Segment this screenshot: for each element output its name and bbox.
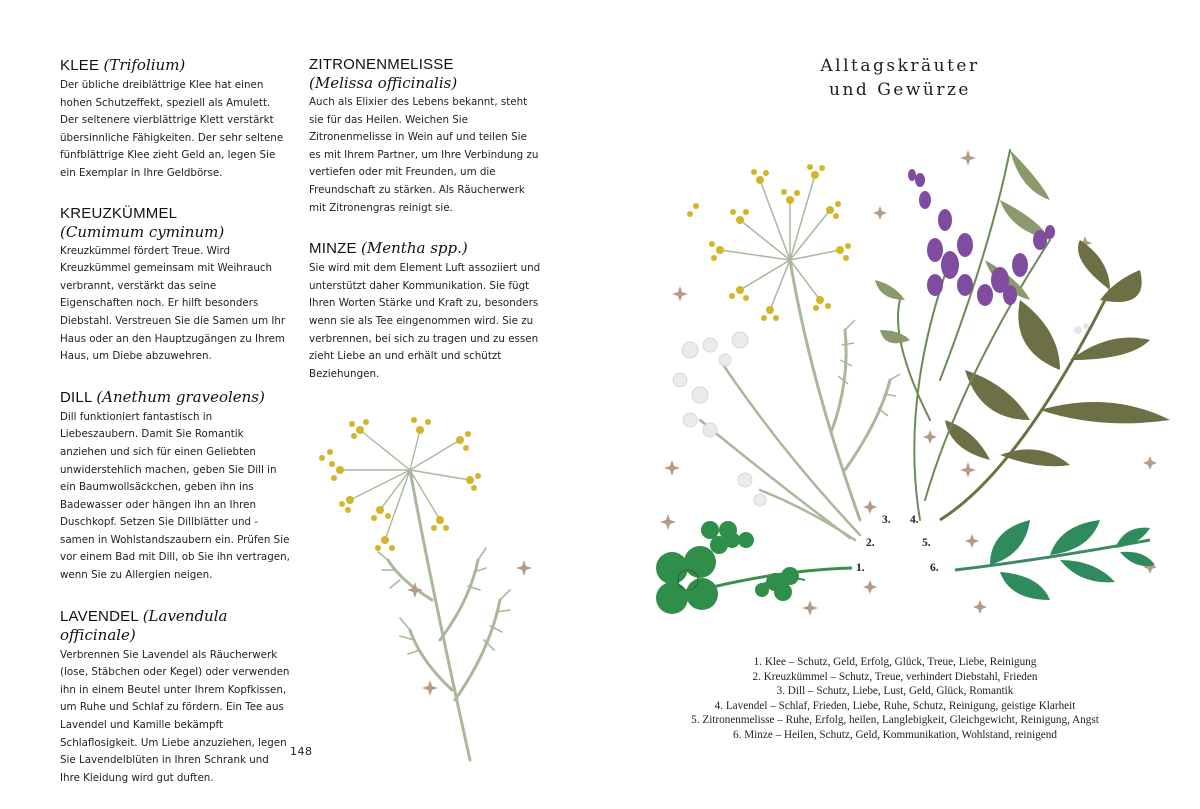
dill-plant [687, 164, 900, 520]
plant-number-5: 5. [922, 537, 931, 549]
entry-heading: ZITRONENMELISSE (Melissa officinalis) [309, 56, 458, 92]
legend-item: 2. Kreuzkümmel – Schutz, Treue, verhindert Diebstahl, Frieden [752, 670, 1038, 683]
plant-number-4: 4. [910, 514, 919, 526]
plant-number-3: 3. [882, 514, 891, 526]
plant-number-2: 2. [866, 537, 875, 549]
left-page [0, 0, 600, 788]
legend [650, 655, 1140, 743]
legend-item: 4. Lavendel – Schlaf, Frieden, Liebe, Ruhe, Schutz, Reinigung, geistige Klarheit [714, 699, 1076, 712]
dill-illustration [0, 0, 600, 788]
entry-heading: LAVENDEL (Lavendula officinale) [60, 606, 228, 644]
entry-text: Dill funktioniert fantastisch in Liebeszaubern. Damit Sie Romantik anziehen und sich für einen Geliebten unwiderstehlich machen, geben Sie Dill in ein Baumwollsäckchen, geben ihn ins Badewasser oder hängen ihn an Ihren Duschkopf. Setzen Sie Dillblätter und -samen in Wohlstandszaubern ein. Prüfen Sie vor einem Bad mit Dill, ob Sie ihn vertragen, wenn Sie zu Allergien neigen. [60, 410, 290, 582]
entry-heading: MINZE (Mentha spp.) [309, 239, 468, 258]
entry-text: Verbrennen Sie Lavendel als Räucherwerk (lose, Stäbchen oder Kegel) oder verwenden ihn in einem Beutel unter Ihrem Kopfkissen, um Ruhe und Schlaf zu fördern. Ein Tee aus Lavendel und Kamille bekämpft Schlaflosigkeit. Um Liebe anzuziehen, legen Sie Lavendelblüten in Ihren Schrank und Ihre Kleidung wird gut duften. [60, 648, 290, 784]
entry-text: Kreuzkümmel fördert Treue. Wird Kreuzkümmel gemeinsam mit Weihrauch verbrannt, verstärkt das seine Eigenschaften noch. Er hilft besonders Diebstahl. Verstreuen Sie die Samen um Ihr Haus oder an den Hauptzugängen zu Ihrem Haus, um Diebe abzuwehren. [60, 244, 286, 363]
plant-number-1: 1. [856, 562, 865, 574]
entry-heading: KREUZKÜMMEL (Cumimum cyminum) [60, 204, 225, 241]
page-title: Alltagskräuter und Gewürze [820, 56, 980, 100]
legend-item: 3. Dill – Schutz, Liebe, Lust, Geld, Glück, Romantik [776, 685, 1014, 698]
entry-heading: DILL (Anethum graveolens) [60, 387, 265, 406]
clover-plant [656, 521, 852, 614]
legend-item: 1. Klee – Schutz, Geld, Erfolg, Glück, Treue, Liebe, Reinigung [753, 656, 1037, 668]
page-number: 148 [290, 745, 313, 758]
entry-heading: KLEE (Trifolium) [60, 56, 186, 74]
entry-text: Auch als Elixier des Lebens bekannt, steht sie für das Heilen. Weichen Sie Zitronenmelisse in Wein auf und teilen Sie es mit Ihrem Partner, um Ihre Verbindung zu vertiefen oder mit Freunden, um die Freundschaft zu stärken. Als Räucherwerk mit Zitronengras reinigt sie. [309, 96, 539, 214]
entry-text: Der übliche dreiblättrige Klee hat einen hohen Schutzeffekt, speziell als Amulett. Der seltenere vierblättrige Klett verstärkt übersinnliche Fähigkeiten. Der sehr seltene fünfblättrige Klee zieht Geld an, legen Sie ein Exemplar in Ihre Geldbörse. [60, 79, 284, 179]
legend-item: 5. Zitronenmelisse – Ruhe, Erfolg, heilen, Langlebigkeit, Gleichgewicht, Reinigung, Angst [691, 714, 1099, 727]
plant-number-6: 6. [930, 562, 939, 574]
entry-text: Sie wird mit dem Element Luft assoziiert und unterstützt daher Kommunikation. Sie fügt Ihren Worten Stärke und Kraft zu, besonders wenn sie als Tee eingenommen wird. Sie zu verbrennen, bei sich zu tragen und zu essen zieht Liebe an und erhält und schützt Beziehungen. [309, 262, 541, 380]
legend-item: 6. Minze – Heilen, Schutz, Geld, Kommunikation, Wohlstand, reinigend [733, 728, 1057, 741]
mint-plant [955, 520, 1155, 600]
